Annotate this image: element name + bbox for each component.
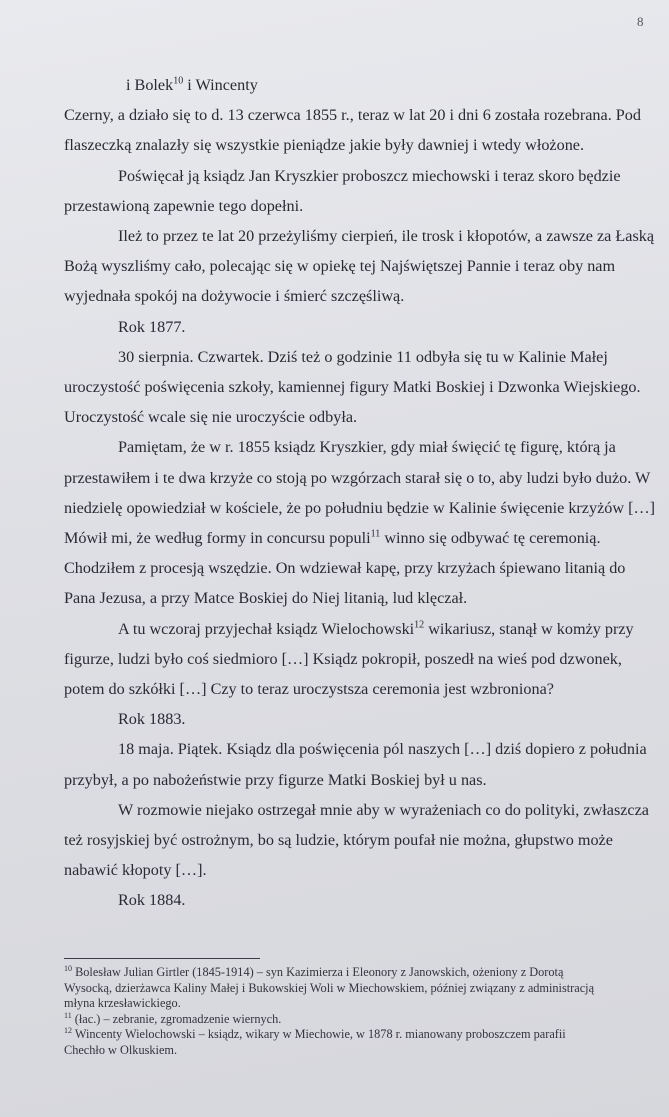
footnote-number: 12	[64, 1026, 72, 1036]
text-line: Poświęcał ją ksiądz Jan Kryszkier proboszcz miechowski i teraz skoro będzie	[118, 166, 621, 185]
text-line: nabawić kłopoty […].	[64, 861, 207, 880]
page-number: 8	[637, 14, 644, 29]
year-heading: Rok 1883.	[118, 710, 186, 729]
footnote-number: 10	[64, 963, 72, 973]
text-line: A tu wczoraj przyjechał ksiądz Wielochowski$^{12}$ wikariusz, stanął w komży przy	[118, 619, 634, 638]
footnotes	[64, 965, 660, 1059]
text-line: Mówił mi, że według formy in concursu populi$^{11}$ winno się odbywać tę ceremonią.	[64, 528, 601, 548]
text-line: figurze, ludzi było coś siedmioro […] Ksiądz pokropił, poszedł na wieś pod dzwonek,	[64, 649, 622, 668]
text-line: niedzielę opowiedział w kościele, że po południu będzie w Kalinie święcenie krzyżów […]	[64, 498, 656, 517]
text-line: przybył, a po nabożeństwie przy figurze Matki Boskiej był u nas.	[64, 770, 487, 789]
year-heading: Rok 1877.	[118, 317, 186, 336]
footnote-number: 11	[64, 1010, 72, 1020]
text-line: uroczystość poświęcenia szkoły, kamiennej figury Matki Boskiej i Dzwonka Wiejskiego.	[64, 378, 641, 397]
text-line: Uroczystość wcale się nie uroczyście odbyła.	[64, 408, 358, 427]
footnote-line: $^{12}$ Wincenty Wielochowski – ksiądz, wikary w Miechowie, w 1878 r. mianowany proboszczem parafii	[64, 1026, 566, 1042]
footnote-line: młyna krzesławickiego.	[64, 996, 181, 1011]
text-line: Chodziłem z procesją wszędzie. On wdziewał kapę, przy krzyżach śpiewano litanią do	[64, 559, 626, 578]
footnote-line: Chechło w Olkuskiem.	[64, 1042, 178, 1057]
year-heading: Rok 1884.	[118, 891, 186, 910]
text-line: Pana Jezusa, a przy Matce Boskiej do Niej litanią, lud klęczał.	[64, 589, 468, 608]
text-line: przestawioną zapewnie tego dopełni.	[64, 196, 304, 215]
text-line: potem do szkółki […] Czy to teraz uroczystsza ceremonia jest wzbroniona?	[64, 680, 554, 699]
text-line: W rozmowie niejako ostrzegał mnie aby w wyrażeniach co do polityki, zwłaszcza	[118, 800, 649, 819]
text-line: też rosyjskiej być ostrożnym, bo są ludzie, którym poufał nie można, głupstwo może	[64, 831, 613, 850]
text-line: 30 sierpnia. Czwartek. Dziś też o godzinie 11 odbyła się tu w Kalinie Małej	[118, 347, 608, 366]
text-line: Ileż to przez te lat 20 przeżyliśmy cierpień, ile trosk i kłopotów, a zawsze za Łaską	[118, 227, 655, 246]
footnote-line: Wysocką, dzierżawca Kaliny Małej i Bukowskiej Woli w Miechowskiem, później związany z administracją	[64, 980, 595, 995]
text-line: flaszeczką znalazły się wszystkie pieniądze jakie były dawniej i wtedy włożone.	[64, 136, 585, 155]
footnote-ref: 10	[173, 75, 184, 87]
text-line: wyjednała spokój na dożywocie i śmierć szczęśliwą.	[64, 287, 405, 306]
footnote-line: $^{11}$ (łac.) – zebranie, zgromadzenie wiernych.	[64, 1010, 282, 1026]
text-line: 18 maja. Piątek. Ksiądz dla poświęcenia pól naszych […] dziś dopiero z południa	[118, 740, 647, 759]
text-line: Bożą wyszliśmy cało, polecając się w opiekę tej Najświętszej Pannie i teraz oby nam	[64, 257, 616, 276]
footnote-line: $^{10}$ Bolesław Julian Girtler (1845-1914) – syn Kazimierza i Eleonory z Janowskich, ożeniony z Dorotą	[64, 963, 564, 979]
text-line: Pamiętam, że w r. 1855 ksiądz Kryszkier, gdy miał święcić tę figurę, którą ja	[118, 438, 616, 457]
text-line: i Bolek$^{10}$ i Wincenty	[126, 75, 258, 94]
footnote-ref: 11	[370, 528, 381, 540]
text-line: przestawiłem i te dwa krzyże co stoją po wzgórzach starał się o to, aby ludzi było dużo. W	[64, 468, 651, 487]
footnote-divider	[64, 958, 260, 959]
body-text	[64, 70, 660, 916]
text-line: Czerny, a działo się to d. 13 czerwca 1855 r., teraz w lat 20 i dni 6 została rozebrana. Pod	[64, 106, 641, 125]
footnote-ref: 12	[414, 619, 425, 631]
